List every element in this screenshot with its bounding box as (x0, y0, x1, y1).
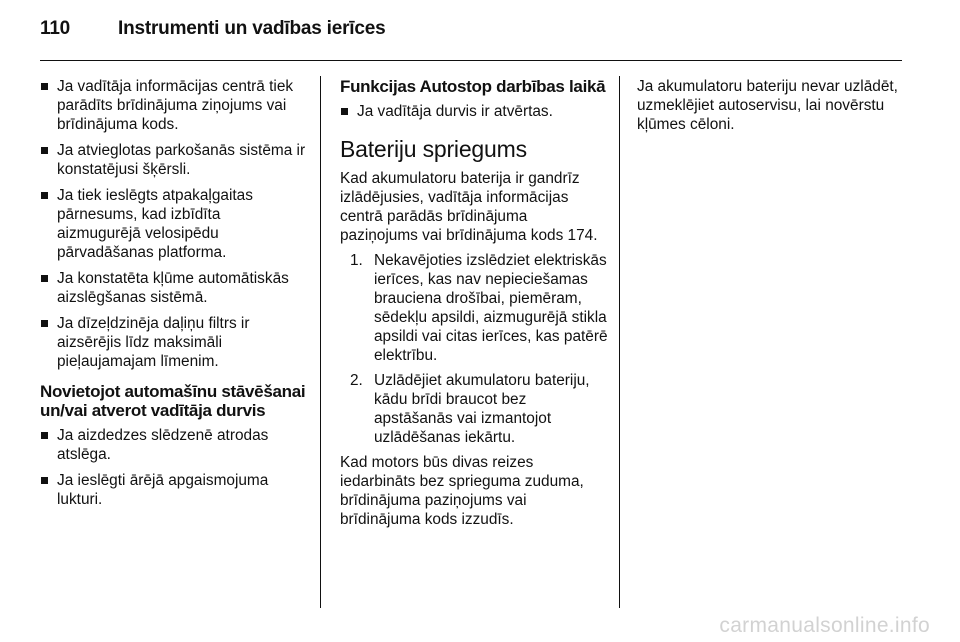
bullet-square-icon (41, 432, 48, 439)
list-item: Ja aizdedzes slēdzenē atrodas atslēga. (40, 426, 308, 464)
battery-steps-list (340, 251, 608, 447)
list-item: Ja atvieglotas parkošanās sistēma ir konstatējusi šķērsli. (40, 141, 308, 179)
column-1 (40, 77, 308, 516)
page-title: Instrumenti un vadības ierīces (118, 18, 386, 39)
section-title-battery-voltage: Bateriju spriegums (340, 136, 527, 162)
list-item: 1. Nekavējoties izslēdziet elektriskās ierīces, kas nav nepieciešamas brauciena drošībai, piemēram, sēdekļu apsildi, aizmugurējā stikla apsildi vai citas ierīces, kas patērē elektrību. (350, 252, 608, 364)
column-2 (340, 77, 608, 535)
list-item: Ja vadītāja informācijas centrā tiek parādīts brīdinājuma ziņojums vai brīdinājuma kods. (40, 77, 308, 134)
list-item: Ja dīzeļdzinēja daļiņu filtrs ir aizsērējis līdz maksimāli pieļaujamajam līmenim. (40, 314, 308, 371)
battery-service-text: Ja akumulatoru bateriju nevar uzlādēt, uzmeklējiet autoservisu, lai novērstu kļūmes cēloni. (637, 78, 898, 133)
list-item: Ja tiek ieslēgts atpakaļgaitas pārnesums, kad izbīdīta aizmugurējā velosipēdu pārvadāšanas platforma. (40, 186, 308, 262)
bullet-square-icon (41, 83, 48, 90)
step-number: 1. (350, 252, 363, 269)
header-rule (40, 60, 902, 61)
step-number: 2. (350, 372, 363, 389)
column-divider-2 (619, 76, 620, 608)
bullet-square-icon (41, 275, 48, 282)
warning-conditions-list (40, 77, 308, 371)
bullet-square-icon (41, 147, 48, 154)
page-header (40, 18, 385, 48)
list-item: 2. Uzlādējiet akumulatoru bateriju, kādu brīdi braucot bez apstāšanās vai izmantojot uzlādēšanas iekārtu. (350, 372, 590, 446)
parking-conditions-list (40, 426, 308, 509)
bullet-square-icon (41, 192, 48, 199)
page-number: 110 (40, 18, 71, 39)
section-heading-autostop: Funkcijas Autostop darbības laikā (340, 77, 606, 96)
list-item: Ja konstatēta kļūme automātiskās aizslēgšanas sistēmā. (40, 269, 308, 307)
bullet-square-icon (41, 320, 48, 327)
autostop-conditions-list (340, 102, 608, 121)
list-item: Ja ieslēgti ārējā apgaismojuma lukturi. (40, 471, 308, 509)
watermark-text: carmanualsonline.info (719, 614, 930, 637)
column-divider-1 (320, 76, 321, 608)
list-item: Ja vadītāja durvis ir atvērtas. (340, 102, 608, 121)
battery-intro-text: Kad akumulatoru baterija ir gandrīz izlādējusies, vadītāja informācijas centrā parādās brīdinājuma paziņojums vai brīdinājuma kods 174. (340, 170, 598, 244)
battery-outro-text: Kad motors būs divas reizes iedarbināts bez sprieguma zuduma, brīdinājuma paziņojums vai brīdinājuma kods izzudīs. (340, 454, 584, 528)
section-heading-parking: Novietojot automašīnu stāvēšanai un/vai atverot vadītāja durvis (40, 382, 306, 420)
bullet-square-icon (341, 108, 348, 115)
bullet-square-icon (41, 477, 48, 484)
column-3 (637, 77, 905, 140)
